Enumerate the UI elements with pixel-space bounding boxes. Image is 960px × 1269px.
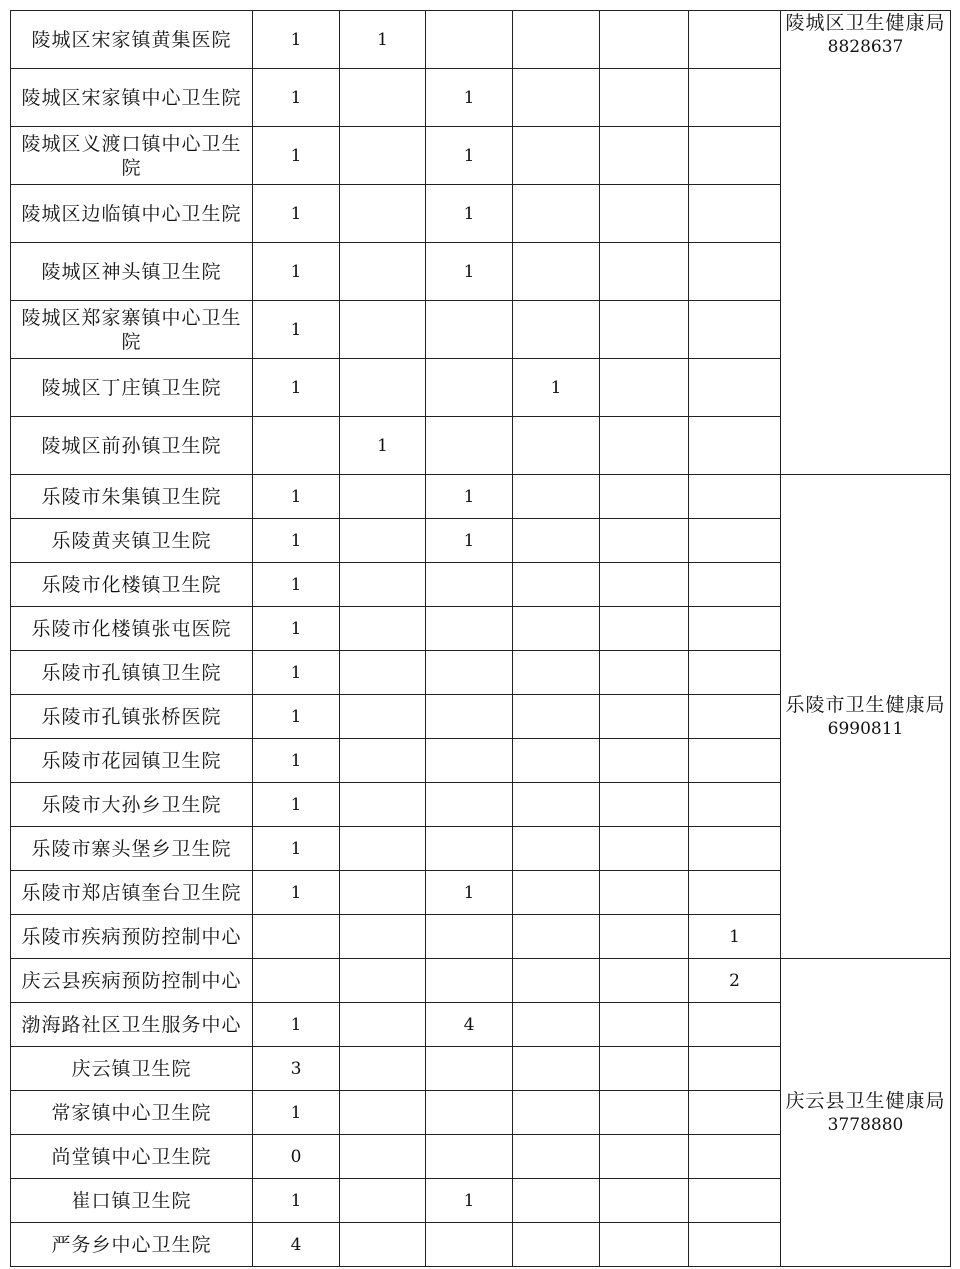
quota-cell xyxy=(426,1135,513,1179)
institution-name: 崔口镇卫生院 xyxy=(11,1179,253,1223)
quota-cell xyxy=(340,607,426,651)
quota-cell: 1 xyxy=(253,69,340,127)
quota-cell: 1 xyxy=(253,1091,340,1135)
quota-cell xyxy=(600,959,689,1003)
quota-cell xyxy=(600,783,689,827)
quota-cell xyxy=(340,1179,426,1223)
quota-cell: 1 xyxy=(253,519,340,563)
quota-cell xyxy=(689,783,781,827)
institution-name: 尚堂镇中心卫生院 xyxy=(11,1135,253,1179)
quota-cell xyxy=(513,1135,600,1179)
quota-cell xyxy=(426,563,513,607)
quota-cell xyxy=(600,301,689,359)
quota-cell xyxy=(426,301,513,359)
institution-name: 陵城区前孙镇卫生院 xyxy=(11,417,253,475)
department-name: 陵城区卫生健康局 xyxy=(785,12,946,34)
quota-cell xyxy=(600,739,689,783)
quota-cell xyxy=(340,695,426,739)
quota-cell xyxy=(600,519,689,563)
institution-name: 常家镇中心卫生院 xyxy=(11,1091,253,1135)
quota-cell xyxy=(426,651,513,695)
institution-name: 乐陵市化楼镇卫生院 xyxy=(11,563,253,607)
quota-cell: 1 xyxy=(253,827,340,871)
quota-cell: 4 xyxy=(253,1223,340,1267)
quota-cell xyxy=(513,475,600,519)
quota-cell: 1 xyxy=(426,1179,513,1223)
quota-cell xyxy=(600,11,689,69)
institution-name: 乐陵市朱集镇卫生院 xyxy=(11,475,253,519)
institution-name: 乐陵市疾病预防控制中心 xyxy=(11,915,253,959)
table-row xyxy=(11,475,951,519)
quota-cell: 1 xyxy=(253,1179,340,1223)
quota-cell xyxy=(600,1047,689,1091)
quota-cell xyxy=(340,959,426,1003)
institution-name: 乐陵黄夹镇卫生院 xyxy=(11,519,253,563)
quota-cell xyxy=(513,1047,600,1091)
quota-cell xyxy=(689,185,781,243)
table-row xyxy=(11,11,951,69)
quota-cell xyxy=(340,519,426,563)
quota-cell: 1 xyxy=(253,475,340,519)
quota-cell xyxy=(689,1091,781,1135)
quota-cell xyxy=(513,783,600,827)
quota-cell: 1 xyxy=(253,871,340,915)
quota-cell xyxy=(513,1223,600,1267)
quota-cell xyxy=(513,1091,600,1135)
quota-cell xyxy=(513,695,600,739)
quota-cell xyxy=(340,1047,426,1091)
quota-cell: 1 xyxy=(426,871,513,915)
institution-name: 渤海路社区卫生服务中心 xyxy=(11,1003,253,1047)
institution-name: 乐陵市花园镇卫生院 xyxy=(11,739,253,783)
quota-cell xyxy=(426,783,513,827)
quota-cell xyxy=(513,127,600,185)
quota-cell xyxy=(513,651,600,695)
department-contact xyxy=(781,959,951,1267)
quota-cell: 0 xyxy=(253,1135,340,1179)
quota-cell xyxy=(689,1047,781,1091)
quota-cell xyxy=(426,959,513,1003)
quota-cell xyxy=(689,475,781,519)
recruitment-table xyxy=(10,10,951,1267)
quota-cell xyxy=(689,1003,781,1047)
quota-cell: 1 xyxy=(253,243,340,301)
quota-cell xyxy=(426,359,513,417)
quota-cell xyxy=(513,243,600,301)
quota-cell xyxy=(340,127,426,185)
quota-cell xyxy=(253,417,340,475)
quota-cell xyxy=(340,1135,426,1179)
quota-cell xyxy=(340,243,426,301)
quota-cell xyxy=(340,1003,426,1047)
quota-cell xyxy=(689,519,781,563)
quota-cell xyxy=(689,127,781,185)
quota-cell: 1 xyxy=(253,607,340,651)
quota-cell xyxy=(689,243,781,301)
quota-cell xyxy=(340,827,426,871)
quota-cell xyxy=(340,185,426,243)
quota-cell xyxy=(600,871,689,915)
quota-cell xyxy=(513,417,600,475)
department-phone: 6990811 xyxy=(827,718,904,739)
quota-cell xyxy=(689,739,781,783)
quota-cell: 1 xyxy=(253,185,340,243)
quota-cell: 1 xyxy=(253,651,340,695)
quota-cell xyxy=(600,127,689,185)
institution-name: 乐陵市郑店镇奎台卫生院 xyxy=(11,871,253,915)
quota-cell xyxy=(689,563,781,607)
department-phone: 8828637 xyxy=(827,37,904,57)
institution-name: 乐陵市寨头堡乡卫生院 xyxy=(11,827,253,871)
quota-cell: 1 xyxy=(253,739,340,783)
quota-cell xyxy=(513,185,600,243)
institution-name: 陵城区神头镇卫生院 xyxy=(11,243,253,301)
quota-cell xyxy=(340,69,426,127)
quota-cell: 1 xyxy=(253,11,340,69)
quota-cell xyxy=(340,359,426,417)
quota-cell xyxy=(513,11,600,69)
quota-cell xyxy=(689,651,781,695)
quota-cell xyxy=(600,243,689,301)
quota-cell: 1 xyxy=(426,127,513,185)
quota-cell xyxy=(253,915,340,959)
quota-cell xyxy=(340,1091,426,1135)
quota-cell: 1 xyxy=(426,69,513,127)
quota-cell xyxy=(513,519,600,563)
quota-cell: 1 xyxy=(253,1003,340,1047)
quota-cell xyxy=(689,1223,781,1267)
quota-cell: 1 xyxy=(253,127,340,185)
quota-cell xyxy=(600,607,689,651)
quota-cell: 1 xyxy=(253,301,340,359)
quota-cell: 1 xyxy=(689,915,781,959)
quota-cell xyxy=(340,915,426,959)
quota-cell xyxy=(600,1223,689,1267)
quota-cell xyxy=(689,417,781,475)
quota-cell xyxy=(600,417,689,475)
department-name: 庆云县卫生健康局 xyxy=(785,1089,946,1112)
quota-cell xyxy=(426,1223,513,1267)
quota-cell xyxy=(513,69,600,127)
quota-cell xyxy=(426,739,513,783)
quota-cell xyxy=(600,563,689,607)
quota-cell: 1 xyxy=(253,359,340,417)
institution-name: 严务乡中心卫生院 xyxy=(11,1223,253,1267)
quota-cell xyxy=(689,1135,781,1179)
institution-name: 庆云县疾病预防控制中心 xyxy=(11,959,253,1003)
institution-name: 乐陵市大孙乡卫生院 xyxy=(11,783,253,827)
quota-cell xyxy=(426,11,513,69)
quota-cell xyxy=(426,1047,513,1091)
institution-name: 陵城区丁庄镇卫生院 xyxy=(11,359,253,417)
quota-cell xyxy=(689,359,781,417)
quota-cell xyxy=(600,1179,689,1223)
quota-cell xyxy=(340,1223,426,1267)
quota-cell xyxy=(426,1091,513,1135)
quota-cell xyxy=(600,1135,689,1179)
quota-cell xyxy=(513,959,600,1003)
institution-name: 乐陵市孔镇镇卫生院 xyxy=(11,651,253,695)
institution-name: 陵城区义渡口镇中心卫生院 xyxy=(11,127,253,185)
quota-cell xyxy=(513,563,600,607)
quota-cell xyxy=(426,695,513,739)
institution-name: 乐陵市孔镇张桥医院 xyxy=(11,695,253,739)
quota-cell xyxy=(600,185,689,243)
quota-cell xyxy=(340,651,426,695)
department-contact xyxy=(781,475,951,959)
quota-cell xyxy=(600,651,689,695)
quota-cell xyxy=(426,607,513,651)
quota-cell xyxy=(340,783,426,827)
institution-name: 陵城区边临镇中心卫生院 xyxy=(11,185,253,243)
quota-cell xyxy=(426,827,513,871)
quota-cell xyxy=(340,871,426,915)
quota-cell xyxy=(513,1179,600,1223)
quota-cell xyxy=(689,11,781,69)
quota-cell xyxy=(689,871,781,915)
institution-name: 陵城区郑家寨镇中心卫生院 xyxy=(11,301,253,359)
quota-cell xyxy=(513,915,600,959)
quota-cell xyxy=(513,1003,600,1047)
quota-cell: 1 xyxy=(253,783,340,827)
quota-cell: 1 xyxy=(513,359,600,417)
quota-cell xyxy=(513,739,600,783)
quota-cell: 1 xyxy=(253,695,340,739)
quota-cell xyxy=(340,563,426,607)
quota-cell xyxy=(513,607,600,651)
quota-cell xyxy=(426,417,513,475)
quota-cell xyxy=(600,359,689,417)
department-contact xyxy=(781,11,951,475)
quota-cell: 1 xyxy=(253,563,340,607)
institution-name: 陵城区宋家镇黄集医院 xyxy=(11,11,253,69)
quota-cell xyxy=(689,695,781,739)
quota-cell xyxy=(340,739,426,783)
quota-cell xyxy=(513,827,600,871)
quota-cell xyxy=(600,915,689,959)
quota-cell xyxy=(600,1003,689,1047)
quota-cell: 3 xyxy=(253,1047,340,1091)
quota-cell xyxy=(689,301,781,359)
quota-cell xyxy=(600,1091,689,1135)
quota-cell xyxy=(689,607,781,651)
quota-cell xyxy=(426,915,513,959)
quota-cell xyxy=(600,475,689,519)
quota-cell: 1 xyxy=(340,417,426,475)
quota-cell xyxy=(689,1179,781,1223)
institution-name: 庆云镇卫生院 xyxy=(11,1047,253,1091)
department-name: 乐陵市卫生健康局 xyxy=(785,693,946,716)
quota-cell xyxy=(689,69,781,127)
quota-cell: 1 xyxy=(426,475,513,519)
quota-cell: 1 xyxy=(426,185,513,243)
quota-cell xyxy=(340,301,426,359)
quota-cell xyxy=(340,475,426,519)
quota-cell: 4 xyxy=(426,1003,513,1047)
institution-name: 乐陵市化楼镇张屯医院 xyxy=(11,607,253,651)
quota-cell: 1 xyxy=(426,243,513,301)
quota-cell xyxy=(689,827,781,871)
quota-cell xyxy=(253,959,340,1003)
quota-cell: 2 xyxy=(689,959,781,1003)
quota-cell xyxy=(513,871,600,915)
institution-name: 陵城区宋家镇中心卫生院 xyxy=(11,69,253,127)
quota-cell: 1 xyxy=(340,11,426,69)
quota-cell: 1 xyxy=(426,519,513,563)
quota-cell xyxy=(600,695,689,739)
quota-cell xyxy=(600,69,689,127)
quota-cell xyxy=(600,827,689,871)
quota-cell xyxy=(513,301,600,359)
department-phone: 3778880 xyxy=(827,1114,904,1135)
table-row xyxy=(11,959,951,1003)
